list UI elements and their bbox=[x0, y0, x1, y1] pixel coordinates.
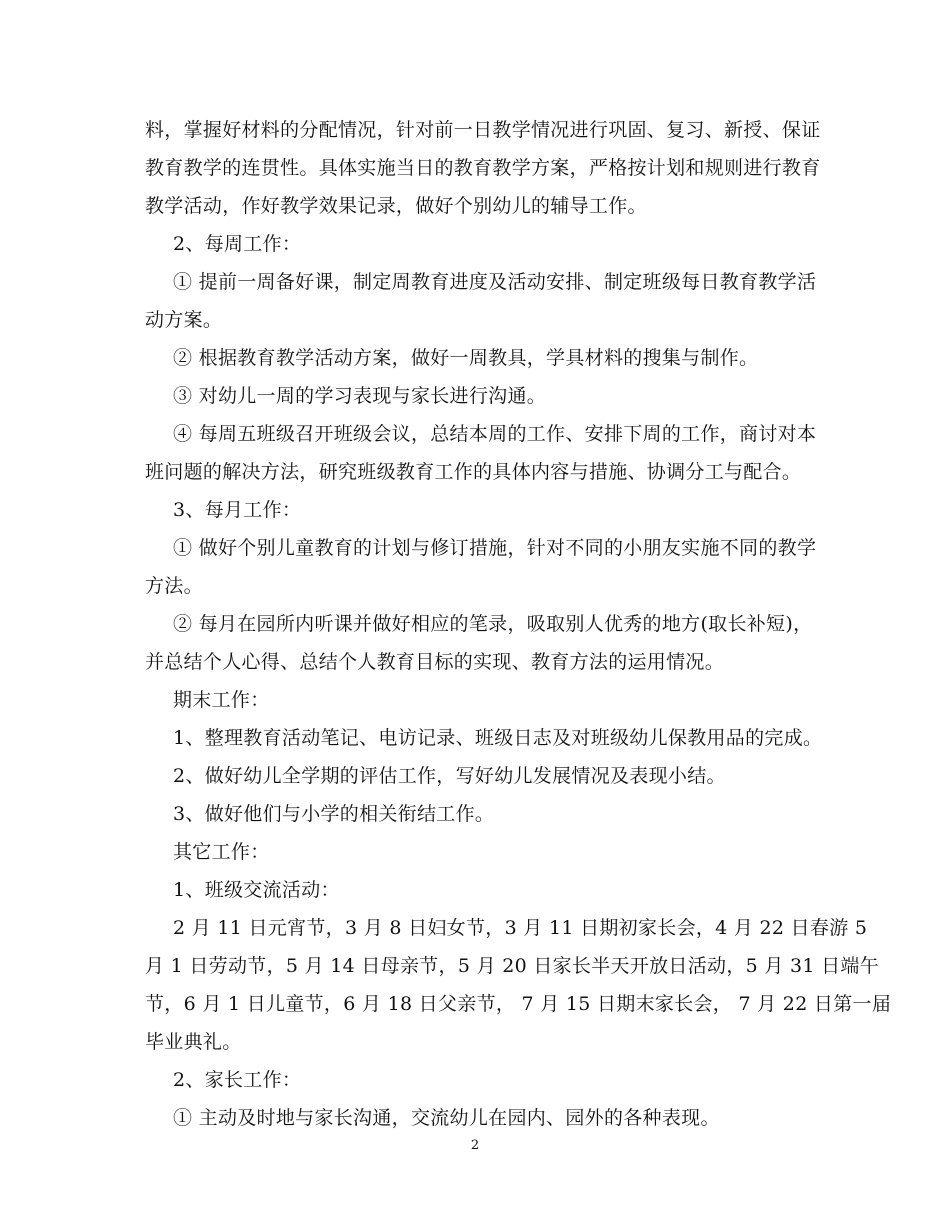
section-heading: 1、班级交流活动： bbox=[173, 879, 340, 901]
paragraph-line: 动方案。 bbox=[145, 309, 223, 331]
paragraph-line: 月 1 日劳动节，5 月 14 日母亲节，5 月 20 日家长半天开放日活动，5 月 31 日端午 bbox=[145, 955, 880, 977]
page-number: 2 bbox=[470, 1138, 480, 1153]
paragraph-line: 教学活动，作好教学效果记录，做好个别幼儿的辅导工作。 bbox=[145, 195, 647, 217]
paragraph-line: 教育教学的连贯性。具体实施当日的教育教学方案，严格按计划和规则进行教育 bbox=[145, 157, 821, 179]
paragraph-line: ① 做好个别儿童教育的计划与修订措施，针对不同的小朋友实施不同的教学 bbox=[173, 537, 817, 559]
paragraph-line: ② 每月在园所内听课并做好相应的笔录，吸取别人优秀的地方(取长补短)， bbox=[173, 613, 813, 635]
paragraph-line: 2、做好幼儿全学期的评估工作，写好幼儿发展情况及表现小结。 bbox=[173, 765, 726, 787]
paragraph-line: 节，6 月 1 日儿童节，6 月 18 日父亲节， 7 月 15 日期末家长会， 7 月 22 日第一届 bbox=[145, 993, 892, 1015]
paragraph-line: 3、做好他们与小学的相关衔结工作。 bbox=[173, 803, 495, 825]
paragraph-line: ① 提前一周备好课，制定周教育进度及活动安排、制定班级每日教育教学活 bbox=[173, 271, 817, 293]
paragraph-line: 1、整理教育活动笔记、电访记录、班级日志及对班级幼儿保教用品的完成。 bbox=[173, 727, 823, 749]
paragraph-line: ② 根据教育教学活动方案，做好一周教具，学具材料的搜集与制作。 bbox=[173, 347, 759, 369]
section-heading: 3、每月工作： bbox=[173, 499, 302, 521]
section-heading: 期末工作： bbox=[173, 689, 270, 711]
section-heading: 2、家长工作： bbox=[173, 1069, 302, 1091]
paragraph-line: 料，掌握好材料的分配情况，针对前一日教学情况进行巩固、复习、新授、保证 bbox=[145, 119, 821, 141]
paragraph-line: 并总结个人心得、总结个人教育目标的实现、教育方法的运用情况。 bbox=[145, 651, 725, 673]
section-heading: 其它工作： bbox=[173, 841, 270, 863]
section-heading: 2、每周工作： bbox=[173, 233, 302, 255]
paragraph-line: 毕业典礼。 bbox=[145, 1031, 242, 1053]
paragraph-line: 2 月 11 日元宵节，3 月 8 日妇女节，3 月 11 日期初家长会，4 月 22 日春游 5 bbox=[173, 917, 868, 939]
paragraph-line: ③ 对幼儿一周的学习表现与家长进行沟通。 bbox=[173, 385, 547, 407]
paragraph-line: 方法。 bbox=[145, 575, 203, 597]
paragraph-line: ① 主动及时地与家长沟通，交流幼儿在园内、园外的各种表现。 bbox=[173, 1107, 720, 1129]
paragraph-line: 班问题的解决方法，研究班级教育工作的具体内容与措施、协调分工与配合。 bbox=[145, 461, 802, 483]
paragraph-line: ④ 每周五班级召开班级会议，总结本周的工作、安排下周的工作，商讨对本 bbox=[173, 423, 817, 445]
